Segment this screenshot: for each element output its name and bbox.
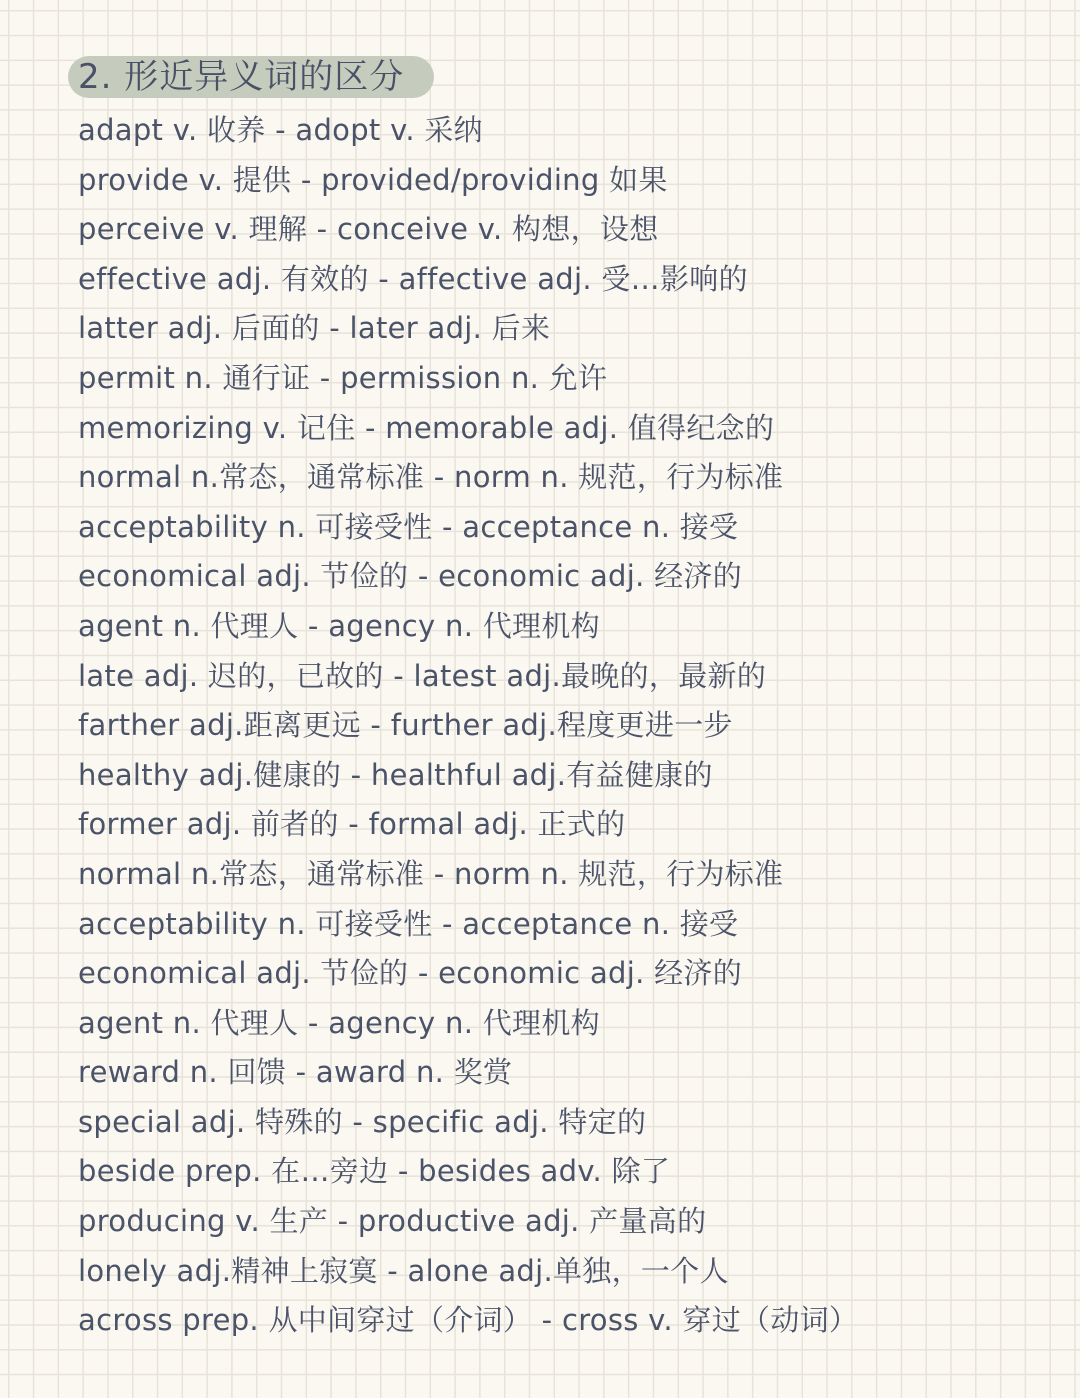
word-pair-entry: farther adj.距离更远 - further adj.程度更进一步 [78,708,733,743]
word-pair-entry: normal n.常态，通常标准 - norm n. 规范，行为标准 [78,856,784,891]
word-pair-entry: agent n. 代理人 - agency n. 代理机构 [78,608,600,643]
word-pair-entry: provide v. 提供 - provided/providing 如果 [78,162,668,197]
word-pair-entry: across prep. 从中间穿过（介词） - cross v. 穿过（动词） [78,1303,859,1338]
section-title: 2. 形近异义词的区分 [68,56,434,98]
word-pair-entry: late adj. 迟的，已故的 - latest adj.最晚的，最新的 [78,658,767,693]
word-pair-entry: economical adj. 节俭的 - economic adj. 经济的 [78,956,743,991]
word-pair-entry: memorizing v. 记住 - memorable adj. 值得纪念的 [78,410,775,445]
word-pair-entry: beside prep. 在…旁边 - besides adv. 除了 [78,1154,671,1189]
word-pair-list [78,106,858,1346]
word-pair-entry: adapt v. 收养 - adopt v. 采纳 [78,113,483,147]
word-pair-entry: producing v. 生产 - productive adj. 产量高的 [78,1204,707,1239]
word-pair-entry: agent n. 代理人 - agency n. 代理机构 [78,1005,600,1040]
word-pair-entry: economical adj. 节俭的 - economic adj. 经济的 [78,559,743,594]
word-pair-entry: special adj. 特殊的 - specific adj. 特定的 [78,1104,647,1139]
word-pair-entry: effective adj. 有效的 - affective adj. 受…影响的 [78,261,748,296]
word-pair-entry: acceptability n. 可接受性 - acceptance n. 接受 [78,509,739,544]
word-pair-entry: perceive v. 理解 - conceive v. 构想，设想 [78,212,659,247]
word-pair-entry: acceptability n. 可接受性 - acceptance n. 接受 [78,906,739,941]
word-pair-entry: latter adj. 后面的 - later adj. 后来 [78,311,551,346]
word-pair-entry: former adj. 前者的 - formal adj. 正式的 [78,807,626,842]
word-pair-entry: permit n. 通行证 - permission n. 允许 [78,360,608,395]
word-pair-entry: normal n.常态，通常标准 - norm n. 规范，行为标准 [78,460,784,495]
word-pair-entry: healthy adj.健康的 - healthful adj.有益健康的 [78,757,713,792]
word-pair-entry: lonely adj.精神上寂寞 - alone adj.单独，一个人 [78,1253,729,1288]
word-pair-entry: reward n. 回馈 - award n. 奖赏 [78,1055,513,1090]
